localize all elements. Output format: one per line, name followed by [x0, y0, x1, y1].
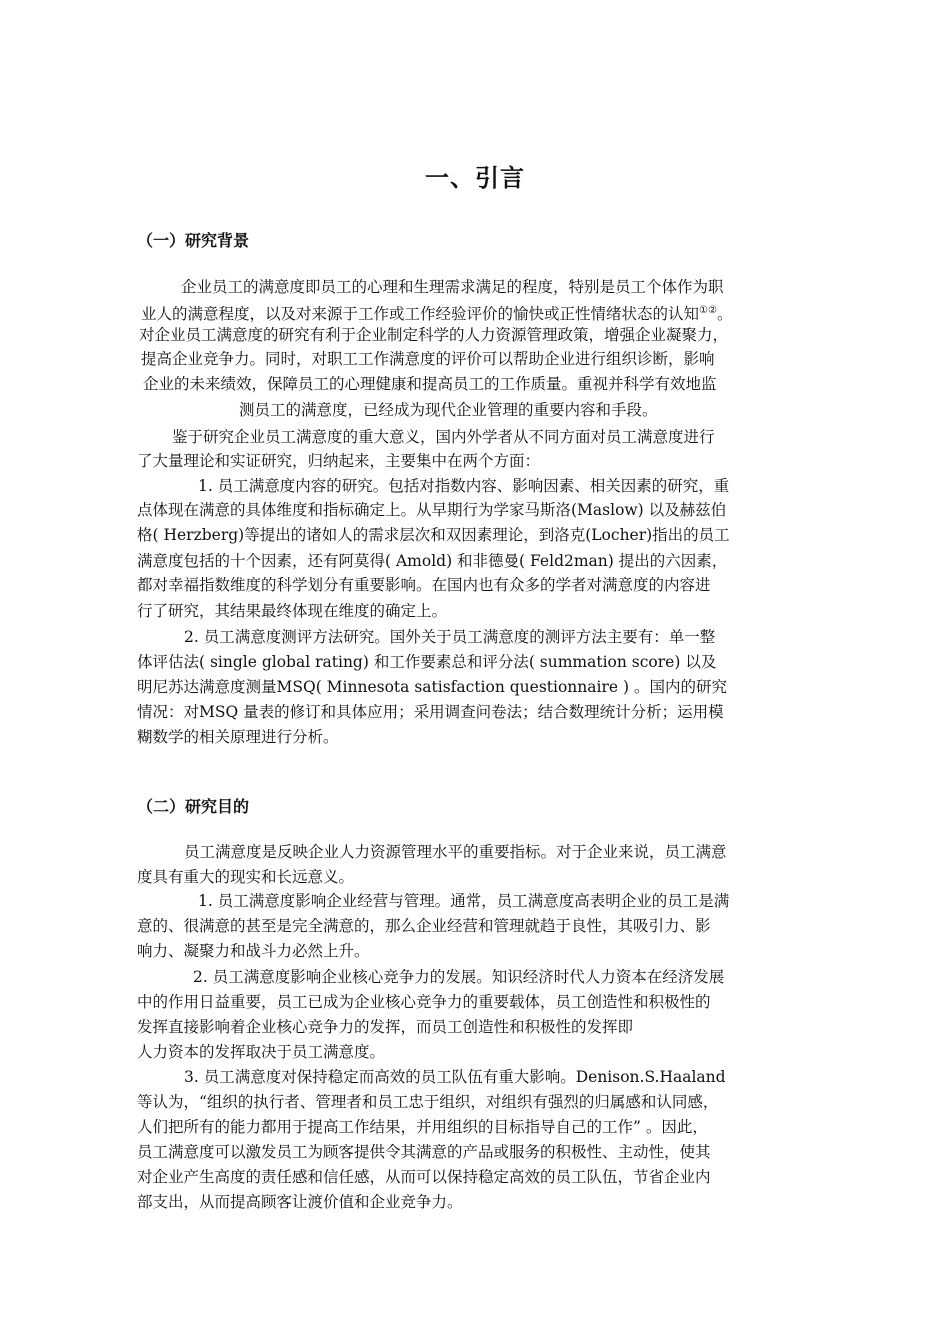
paragraph-line: 人们把所有的能力都用于提高工作结果，并用组织的目标指导自己的工作” 。因此， [137, 1118, 708, 1136]
paragraph-line: 体评估法( single global rating) 和工作要素总和评分法( summation score) 以及 [137, 653, 717, 671]
section-heading-purpose: （二）研究目的 [137, 797, 250, 816]
paragraph-line: 测员工的满意度，已经成为现代企业管理的重要内容和手段。 [239, 401, 658, 419]
paragraph-line: 格( Herzberg)等提出的诸如人的需求层次和双因素理论，到洛克(Locher)指出的员工 [137, 526, 730, 544]
paragraph-line: 了大量理论和实证研究，归纳起来，主要集中在两个方面： [137, 452, 541, 470]
paragraph-line: 意的、很满意的甚至是完全满意的，那么企业经营和管理就趋于良性，其吸引力、影 [137, 917, 711, 935]
paragraph-line: 鉴于研究企业员工满意度的重大意义，国内外学者从不同方面对员工满意度进行 [172, 428, 715, 446]
paragraph-line-text: 业人的满意程度，以及对来源于工作或工作经验评价的愉快或正性情绪状态的认知 [141, 305, 700, 323]
citation-marks: ①② [699, 305, 717, 316]
paragraph-line: 部支出，从而提高顾客让渡价值和企业竞争力。 [137, 1193, 463, 1211]
paragraph-line: 人力资本的发挥取决于员工满意度。 [137, 1043, 386, 1061]
paragraph-line-with-citation [141, 300, 732, 325]
paragraph-line: 提高企业竞争力。同时，对职工工作满意度的评价可以帮助企业进行组织诊断，影响 [141, 350, 715, 368]
paragraph-line: 中的作用日益重要，员工已成为企业核心竞争力的重要载体，员工创造性和积极性的 [137, 993, 711, 1011]
paragraph-line: 2. 员工满意度影响企业核心竞争力的发展。知识经济时代人力资本在经济发展 [193, 968, 725, 986]
paragraph-line: 员工满意度可以激发员工为顾客提供令其满意的产品或服务的积极性、主动性，使其 [137, 1143, 711, 1161]
paragraph-line: 1. 员工满意度内容的研究。包括对指数内容、影响因素、相关因素的研究，重 [198, 477, 730, 495]
paragraph-line: 等认为，“组织的执行者、管理者和员工忠于组织，对组织有强烈的归属感和认同感， [137, 1093, 719, 1111]
paragraph-line: 对企业产生高度的责任感和信任感，从而可以保持稳定高效的员工队伍，节省企业内 [137, 1168, 711, 1186]
paragraph-line: 发挥直接影响着企业核心竞争力的发挥，而员工创造性和积极性的发挥即 [137, 1018, 634, 1036]
paragraph-line: 对企业员工满意度的研究有利于企业制定科学的人力资源管理政策，增强企业凝聚力， [139, 326, 729, 344]
paragraph-line: 员工满意度是反映企业人力资源管理水平的重要指标。对于企业来说，员工满意 [184, 843, 727, 861]
sentence-end: 。 [716, 305, 733, 323]
paragraph-line: 明尼苏达满意度测量MSQ( Minnesota satisfaction questionnaire ) 。国内的研究 [137, 678, 727, 696]
paragraph-line: 企业的未来绩效，保障员工的心理健康和提高员工的工作质量。重视并科学有效地监 [143, 375, 717, 393]
page-title: 一、引言 [425, 164, 525, 192]
paragraph-line: 响力、凝聚力和战斗力必然上升。 [137, 942, 370, 960]
paragraph-line: 2. 员工满意度测评方法研究。国外关于员工满意度的测评方法主要有：单一整 [184, 628, 716, 646]
paragraph-line: 度具有重大的现实和长远意义。 [137, 868, 355, 886]
paragraph-line: 行了研究，其结果最终体现在维度的确定上。 [137, 602, 448, 620]
paragraph-line: 情况：对MSQ 量表的修订和具体应用；采用调查问卷法；结合数理统计分析；运用模 [137, 703, 724, 721]
paragraph-line: 糊数学的相关原理进行分析。 [137, 728, 339, 746]
paragraph-line: 3. 员工满意度对保持稳定而高效的员工队伍有重大影响。Denison.S.Haaland [184, 1068, 726, 1086]
paragraph-line: 1. 员工满意度影响企业经营与管理。通常，员工满意度高表明企业的员工是满 [198, 892, 730, 910]
paragraph-line: 都对幸福指数维度的科学划分有重要影响。在国内也有众多的学者对满意度的内容进 [137, 576, 711, 594]
paragraph-line: 企业员工的满意度即员工的心理和生理需求满足的程度，特别是员工个体作为职 [181, 278, 724, 296]
paragraph-line: 满意度包括的十个因素，还有阿莫得( Amold) 和非德曼( Feld2man) 提出的六因素， [137, 552, 728, 570]
paragraph-line: 点体现在满意的具体维度和指标确定上。从早期行为学家马斯洛(Maslow) 以及赫兹伯 [137, 501, 727, 519]
section-heading-background: （一）研究背景 [137, 231, 250, 250]
